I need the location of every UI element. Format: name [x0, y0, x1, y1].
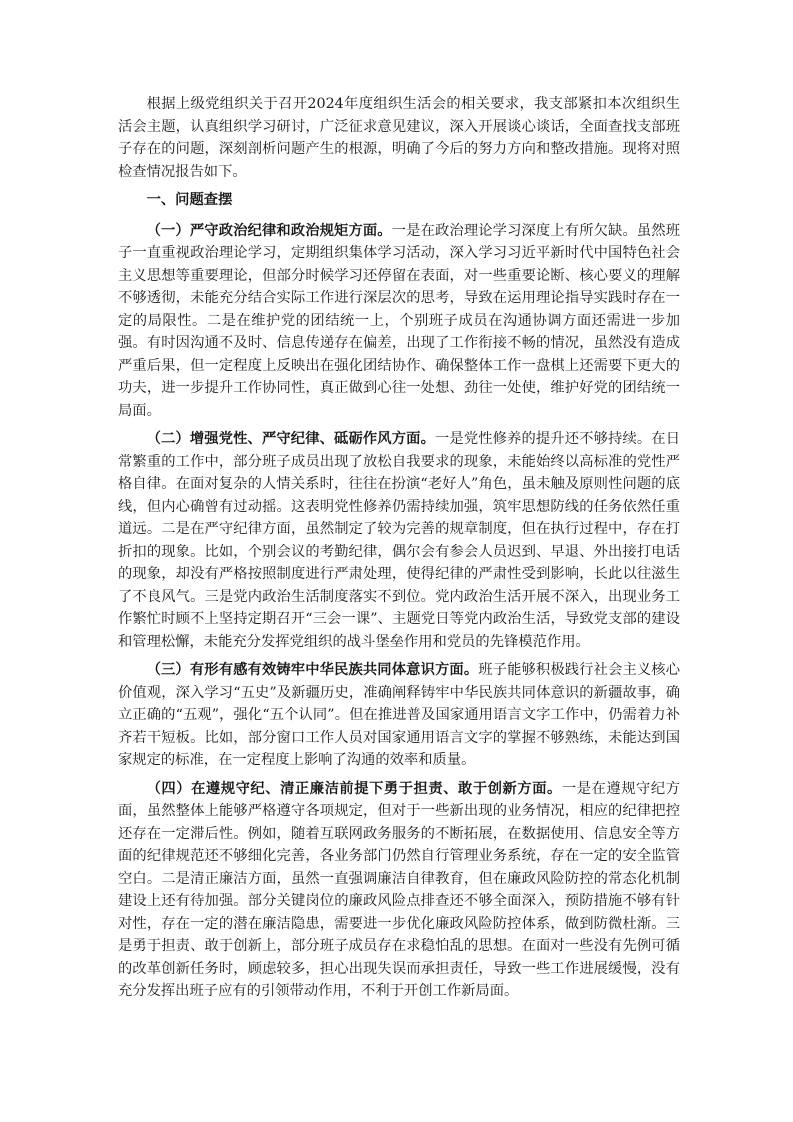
section-heading: 一、问题查摆 — [146, 192, 233, 208]
section-body-3: 班子能够积极践行社会主义核心价值观，深入学习“五史”及新疆历史，准确阐释铸牢中华民族共同体意识的新疆故事，确立正确的“五观”，强化“五个认同”。但在推进普及国家通用语言文字工作中，仍需着力补齐若干短板。比如，部分窗口工作人员对国家通用语言文字的掌握不够熟练，未能达到国家规定的标准，在一定程度上影响了沟通的效率和质量。 — [118, 662, 681, 768]
section-title-1: （一）严守政治纪律和政治规矩方面。 — [146, 222, 392, 239]
section-title-2: （二）增强党性、严守纪律、砥砺作风方面。 — [146, 431, 435, 447]
section-paragraph-3 — [118, 659, 680, 772]
section-paragraph-2 — [118, 428, 680, 653]
section-paragraph-4 — [118, 778, 680, 1003]
section-body-1: 一是在政治理论学习深度上有所欠缺。虽然班子一直重视政治理论学习，定期组织集体学习活动，深入学习习近平新时代中国特色社会主义思想等重要理论，但部分时候学习还停留在表面，对一些重要论断、核心要义的理解不够透彻，未能充分结合实际工作进行深层次的思考，导致在运用理论指导实践时存在一定的局限性。二是在维护党的团结统一上，个别班子成员在沟通协调方面还需进一步加强。有时因沟通不及时、信息传递存在偏差，出现了工作衔接不畅的情况，虽然没有造成严重后果，但一定程度上反映出在强化团结协作、确保整体工作一盘棋上还需要下更大的功夫，进一步提升工作协同性，真正做到心往一处想、劲往一处使，维护好党的团结统一局面。 — [118, 222, 681, 419]
document-page — [118, 93, 680, 1009]
section-title-4: （四）在遵规守纪、清正廉洁前提下勇于担责、敢于创新方面。 — [146, 780, 562, 797]
intro-paragraph: 根据上级党组织关于召开2024年度组织生活会的相关要求，我支部紧扣本次组织生活会主题，认真组织学习研讨，广泛征求意见建议，深入开展谈心谈话，全面查找支部班子存在的问题，深刻剖析问题产生的根源，明确了今后的努力方向和整改措施。现将对照检查情况报告如下。 — [118, 96, 680, 180]
section-paragraph-1 — [118, 220, 680, 423]
section-title-3: （三）有形有感有效铸牢中华民族共同体意识方面。 — [146, 662, 479, 678]
section-body-4: 一是在遵规守纪方面，虽然整体上能够严格遵守各项规定，但对于一些新出现的业务情况，相应的纪律把控还存在一定滞后性。例如，随着互联网政务服务的不断拓展，在数据使用、信息安全等方面的纪律规范还不够细化完善，各业务部门仍然自行管理业务系统，存在一定的安全监管空白。二是清正廉洁方面，虽然一直强调廉洁自律教育，但在廉政风险防控的常态化机制建设上还有待加强。部分关键岗位的廉政风险点排查还不够全面深入，预防措施不够有针对性，存在一定的潜在廉洁隐患，需要进一步优化廉政风险防控体系，做到防微杜渐。三是勇于担责、敢于创新上，部分班子成员存在求稳怕乱的思想。在面对一些没有先例可循的改革创新任务时，顾虑较多，担心出现失误而承担责任，导致一些工作进展缓慢，没有充分发挥出班子应有的引领带动作用，不利于开创工作新局面。 — [118, 780, 681, 999]
section-body-2: 一是党性修养的提升还不够持续。在日常繁重的工作中，部分班子成员出现了放松自我要求的现象，未能始终以高标准的党性严格自律。在面对复杂的人情关系时，往往在扮演“老好人”角色，虽未触及原则性问题的底线，但内心确曾有过动摇。这表明党性修养仍需持续加强，筑牢思想防线的任务依然任重道远。二是在严守纪律方面，虽然制定了较为完善的规章制度，但在执行过程中，存在打折扣的现象。比如，个别会议的考勤纪律，偶尔会有参会人员迟到、早退、外出接打电话的现象，却没有严格按照制度进行严肃处理，使得纪律的严肃性受到影响，长此以往滋生了不良风气。三是党内政治生活制度落实不到位。党内政治生活开展不深入，出现业务工作繁忙时顾不上坚持定期召开“三会一课”、主题党日等党内政治生活，导致党支部的建设和管理松懈，未能充分发挥党组织的战斗堡垒作用和党员的先锋模范作用。 — [118, 431, 681, 650]
